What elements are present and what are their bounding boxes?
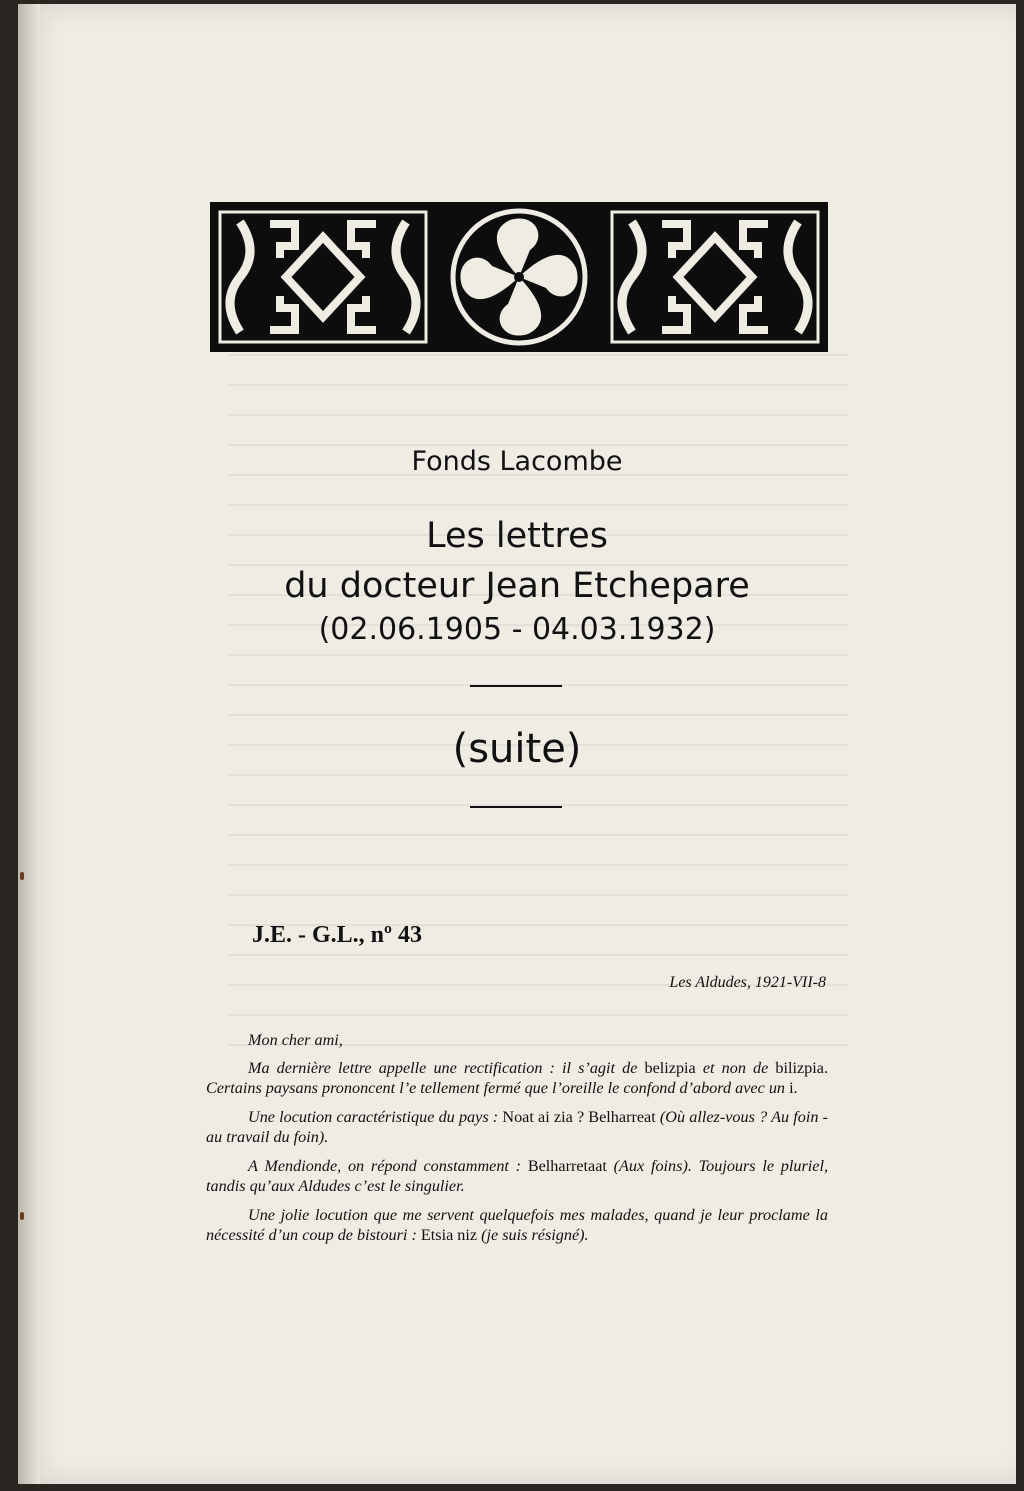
p2-basque-phrase: Noat ai zia ? Belharreat (502, 1108, 656, 1126)
p3-text-a: A Mendionde, on répond constamment : (248, 1157, 528, 1175)
document-page (18, 4, 1016, 1484)
paragraph-2 (206, 1107, 828, 1147)
p1-word-bilizpia: bilizpia. (775, 1059, 828, 1077)
p1-word-belizpia: belizpia (644, 1059, 696, 1077)
date-range: (02.06.1905 - 04.03.1932) (318, 612, 716, 647)
p1-text-c: et non de (695, 1059, 776, 1077)
p4-basque-phrase: Etsia niz (420, 1226, 478, 1244)
letter-body (206, 1030, 828, 1254)
basque-ornament-icon (210, 202, 828, 352)
p2-text-a: Une locution caractéristique du pays : (248, 1108, 503, 1126)
p4-translation: (je suis résigné). (477, 1226, 589, 1244)
p2-translation: (Où allez-vous ? Au foin - au travail du foin). (206, 1108, 828, 1146)
letter-heading: J.E. - G.L., nº 43 (252, 922, 422, 948)
title-line-2: du docteur Jean Etchepare (284, 566, 750, 606)
p1-text-a: Ma dernière lettre appelle une rectification : il s’agit de (248, 1059, 645, 1077)
paragraph-3 (206, 1156, 828, 1196)
staple-mark (20, 872, 24, 880)
divider-bottom (470, 806, 562, 808)
letter-dateline: Les Aldudes, 1921-VII-8 (669, 974, 826, 991)
continuation-label: (suite) (452, 726, 582, 772)
salutation: Mon cher ami, (248, 1031, 343, 1049)
p3-text-c: (Aux foins). Toujours le pluriel, tandis qu’aux Aldudes c’est le singulier. (206, 1157, 828, 1195)
staple-mark (20, 1212, 24, 1220)
paragraph-1 (206, 1058, 828, 1098)
collection-name: Fonds Lacombe (411, 446, 623, 477)
p1-letter-i: i. (789, 1079, 798, 1097)
divider-top (470, 685, 562, 687)
p4-text-a: Une jolie locution que me servent quelquefois mes malades, quand je leur proclame la nécessité d’un coup de bistouri : (206, 1206, 828, 1244)
title-line-1: Les lettres (426, 516, 608, 556)
paragraph-4 (206, 1205, 828, 1245)
p1-text-e: Certains paysans prononcent l’e tellement fermé que l’oreille le confond d’abord avec un (206, 1079, 790, 1097)
p3-basque-word: Belharretaat (527, 1157, 607, 1175)
